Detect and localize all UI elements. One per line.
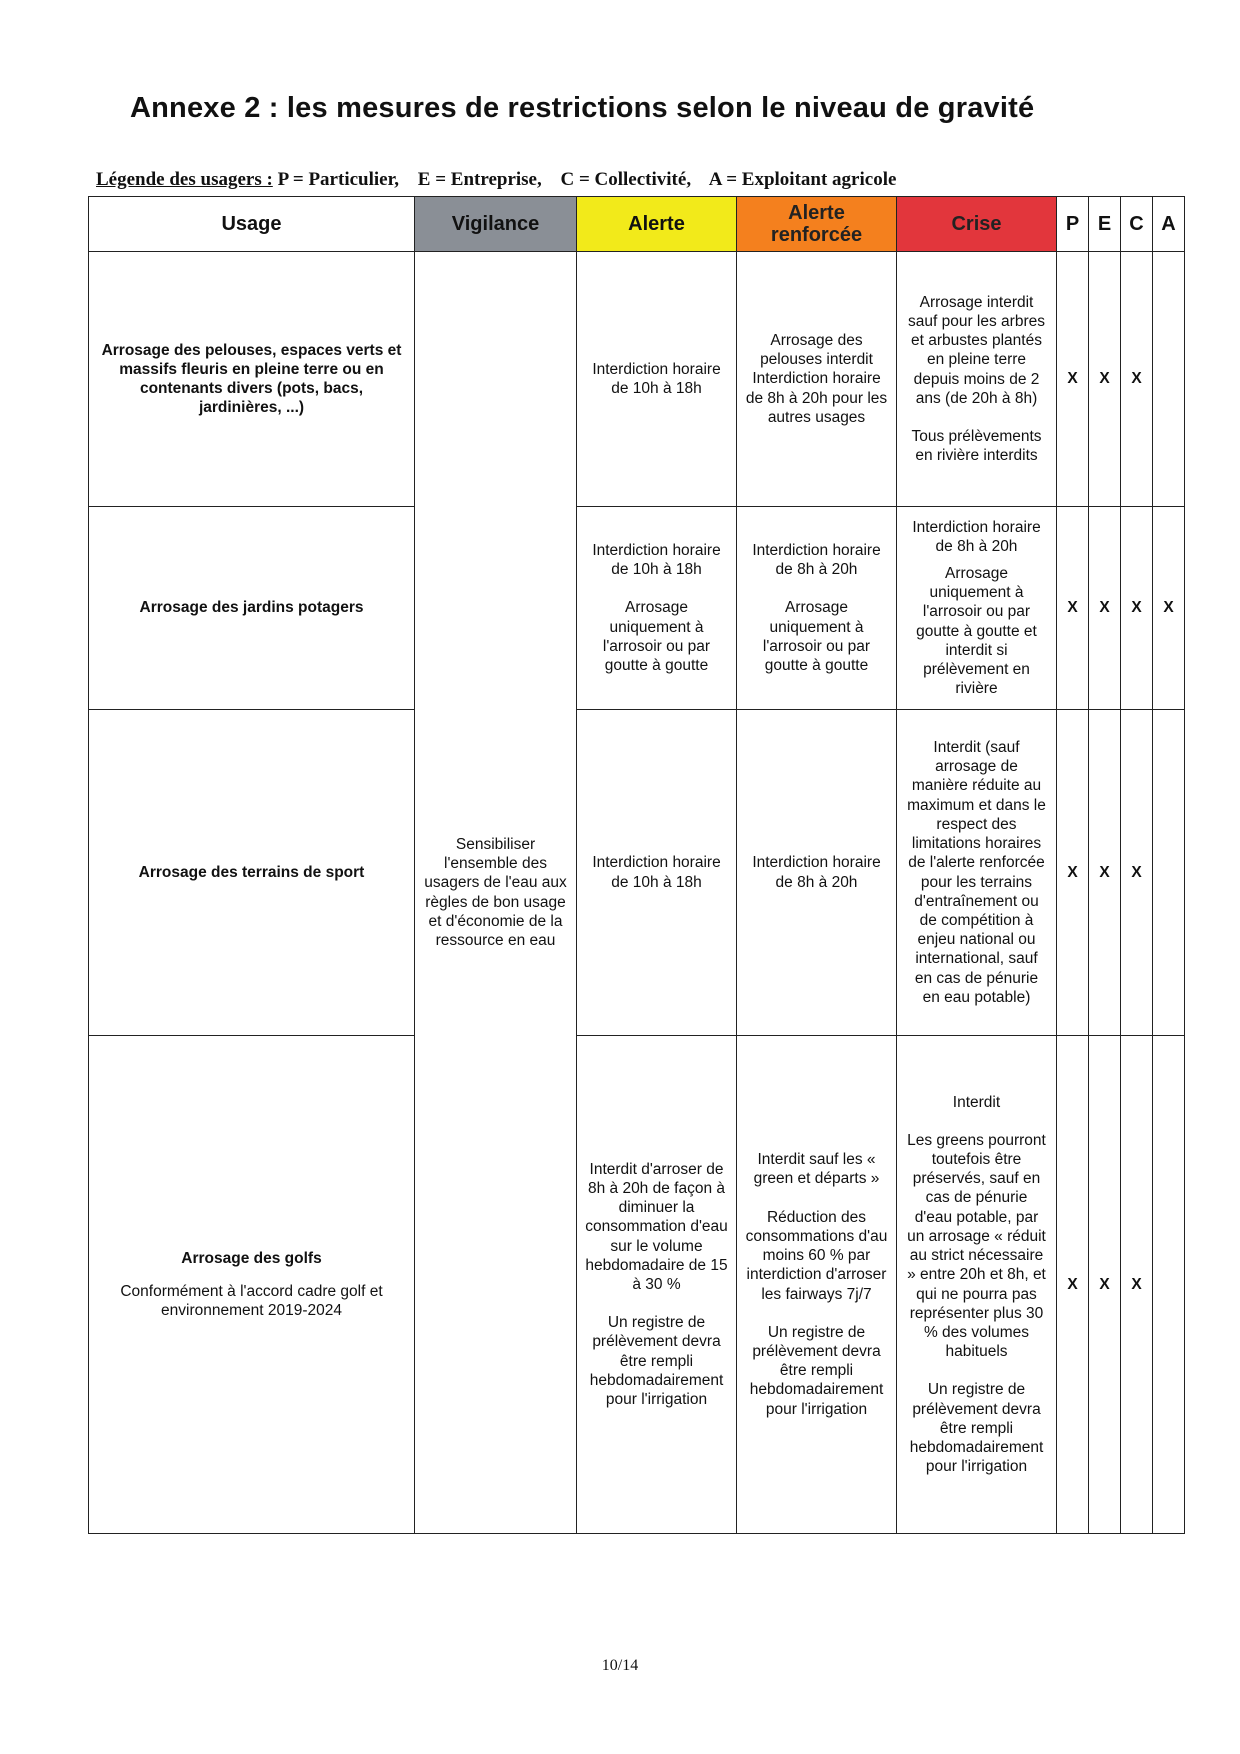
header-a: A — [1153, 197, 1185, 252]
crise-cell — [897, 507, 1057, 710]
header-c: C — [1121, 197, 1153, 252]
alerte-text: Interdiction horaire de 10h à 18h — [592, 360, 721, 397]
crise-cell — [897, 252, 1057, 507]
legend-item-e: E = Entreprise, — [417, 169, 542, 190]
table-row — [89, 507, 1185, 710]
legend-item-c: C = Collectivité, — [560, 169, 692, 190]
mark-e: X — [1089, 252, 1121, 507]
header-alerte-renforcee: Alerte renforcée — [737, 197, 897, 252]
crise-text: Interdiction horaire de 8h à 20h — [912, 518, 1041, 555]
table-row — [89, 710, 1185, 1036]
alerte-text: Arrosage uniquement à l'arrosoir ou par goutte à goutte — [602, 599, 711, 674]
alerte-cell — [577, 710, 737, 1036]
mark-a — [1153, 1036, 1185, 1534]
mark-e: X — [1089, 507, 1121, 710]
header-alerte: Alerte — [577, 197, 737, 252]
header-vigilance: Vigilance — [415, 197, 577, 252]
usage-title: Arrosage des golfs — [181, 1249, 322, 1267]
mark-c: X — [1121, 710, 1153, 1036]
renforcee-cell — [737, 710, 897, 1036]
renforcee-text: Interdit sauf les « green et départs » — [753, 1151, 880, 1188]
page-number: 10/14 — [601, 1657, 639, 1674]
header-p: P — [1057, 197, 1089, 252]
legend-item-a: A = Exploitant agricole — [708, 169, 897, 190]
alerte-text: Un registre de prélèvement devra être rempli hebdomadairement pour l'irrigation — [589, 1314, 724, 1409]
legend — [96, 169, 1156, 191]
crise-cell — [897, 710, 1057, 1036]
alerte-cell — [577, 1036, 737, 1534]
mark-e: X — [1089, 710, 1121, 1036]
crise-text: Arrosage uniquement à l'arrosoir ou par goutte à goutte et interdit si prélèvement en rivière — [916, 564, 1037, 698]
renforcee-text: Interdiction horaire de 8h à 20h — [752, 854, 881, 891]
mark-a — [1153, 252, 1185, 507]
renforcee-text: Arrosage uniquement à l'arrosoir ou par goutte à goutte — [762, 599, 871, 674]
renforcee-cell — [737, 1036, 897, 1534]
mark-c: X — [1121, 252, 1153, 507]
renforcee-text: Arrosage des pelouses interdit Interdiction horaire de 8h à 20h pour les autres usages — [745, 331, 888, 426]
mark-c: X — [1121, 507, 1153, 710]
mark-a — [1153, 710, 1185, 1036]
crise-cell — [897, 1036, 1057, 1534]
crise-text: Un registre de prélèvement devra être rempli hebdomadairement pour l'irrigation — [909, 1381, 1044, 1476]
renforcee-cell — [737, 507, 897, 710]
usage-subtitle: Conformément à l'accord cadre golf et environnement 2019-2024 — [120, 1282, 383, 1320]
page-title: Annexe 2 : les mesures de restrictions selon le niveau de gravité — [130, 92, 1035, 124]
header-row — [89, 197, 1185, 252]
crise-text: Arrosage interdit sauf pour les arbres et arbustes plantés en pleine terre depuis moins de 2 ans (de 20h à 8h) — [908, 293, 1045, 407]
alerte-text: Interdiction horaire de 10h à 18h — [592, 541, 721, 579]
mark-a: X — [1153, 507, 1185, 710]
crise-text: Interdit (sauf arrosage de manière réduite au maximum et dans le respect des limitations horaires de l'alerte renforcée pour les terrains d'entraînement ou de compétition à enjeu national ou international, sauf en cas de pénurie en eau potable) — [907, 739, 1046, 1006]
mark-e: X — [1089, 1036, 1121, 1534]
header-crise: Crise — [897, 197, 1057, 252]
mark-c: X — [1121, 1036, 1153, 1534]
crise-text: Tous prélèvements en rivière interdits — [911, 427, 1042, 465]
mark-p: X — [1057, 710, 1089, 1036]
usage-cell: Arrosage des jardins potagers — [89, 507, 415, 710]
alerte-cell — [577, 507, 737, 710]
restrictions-table — [88, 196, 1185, 1534]
mark-p: X — [1057, 1036, 1089, 1534]
renforcee-text: Interdiction horaire de 8h à 20h — [752, 541, 881, 579]
renforcee-text: Un registre de prélèvement devra être rempli hebdomadairement pour l'irrigation — [749, 1323, 884, 1418]
header-e: E — [1089, 197, 1121, 252]
usage-cell — [89, 1036, 415, 1534]
alerte-text: Interdiction horaire de 10h à 18h — [592, 854, 721, 891]
table-row — [89, 1036, 1185, 1534]
crise-text: Les greens pourront toutefois être préservés, sauf en cas de pénurie d'eau potable, par un arrosage « réduit au strict nécessaire » entre 20h et 8h, et qui ne pourra pas représenter plus 30 % des volumes habituels — [907, 1131, 1046, 1361]
renforcee-cell — [737, 252, 897, 507]
renforcee-text: Réduction des consommations d'au moins 60 % par interdiction d'arroser les fairways 7j/7 — [745, 1208, 888, 1303]
header-usage: Usage — [89, 197, 415, 252]
alerte-text: Interdit d'arroser de 8h à 20h de façon à diminuer la consommation d'eau sur le volume hebdomadaire de 15 à 30 % — [585, 1160, 728, 1293]
usage-cell: Arrosage des pelouses, espaces verts et massifs fleuris en pleine terre ou en contenants divers (pots, bacs, jardinières, ...) — [89, 252, 415, 507]
mark-p: X — [1057, 507, 1089, 710]
vigilance-cell: Sensibiliser l'ensemble des usagers de l'eau aux règles de bon usage et d'économie de la ressource en eau — [415, 252, 577, 1534]
alerte-cell — [577, 252, 737, 507]
table-row — [89, 252, 1185, 507]
legend-label: Légende des usagers : — [96, 169, 273, 190]
usage-cell: Arrosage des terrains de sport — [89, 710, 415, 1036]
mark-p: X — [1057, 252, 1089, 507]
legend-item-p: P = Particulier, — [277, 169, 400, 190]
crise-text: Interdit — [952, 1093, 1001, 1111]
